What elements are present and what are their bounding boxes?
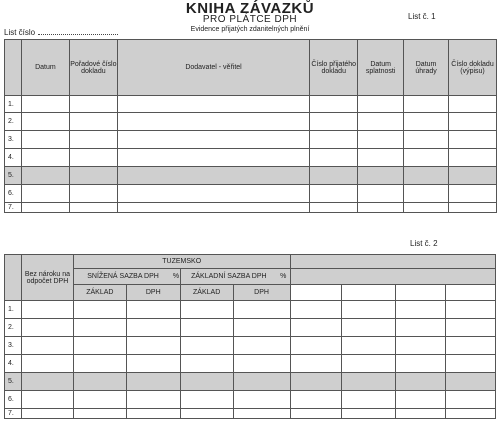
table-cell[interactable] (21, 96, 69, 113)
table-cell[interactable] (126, 373, 180, 391)
header-standard-rate: ZÁKLADNÍ SAZBA DPH (180, 269, 277, 285)
table-cell[interactable] (446, 409, 496, 419)
table-row (5, 301, 496, 319)
table-1 (4, 39, 497, 213)
table-cell[interactable] (449, 167, 497, 185)
table-cell[interactable] (233, 301, 290, 319)
row-number: 2. (5, 319, 22, 337)
table-cell[interactable] (342, 301, 396, 319)
row-number: 4. (5, 355, 22, 373)
table-cell[interactable] (233, 319, 290, 337)
table-cell[interactable] (180, 373, 233, 391)
table-cell[interactable] (310, 96, 358, 113)
row-number: 5. (5, 167, 22, 185)
header-standard-percent: % (277, 269, 290, 285)
table-cell[interactable] (290, 373, 342, 391)
table-cell[interactable] (117, 113, 309, 131)
table-cell[interactable] (358, 131, 404, 149)
row-number: 1. (5, 96, 22, 113)
table-cell[interactable] (21, 167, 69, 185)
table-cell[interactable] (358, 185, 404, 203)
table-cell[interactable] (180, 301, 233, 319)
sheet-2-label: List č. 2 (410, 239, 438, 248)
table-cell[interactable] (233, 373, 290, 391)
table-cell[interactable] (449, 113, 497, 131)
table-cell[interactable] (290, 409, 342, 419)
table-row (5, 391, 496, 409)
table-cell[interactable] (358, 149, 404, 167)
table-row (5, 337, 496, 355)
table-cell[interactable] (396, 301, 446, 319)
table-cell[interactable] (342, 355, 396, 373)
header-reduced-vat: DPH (126, 285, 180, 301)
header-blank (446, 285, 496, 301)
table-cell[interactable] (126, 301, 180, 319)
table-1-header (5, 40, 497, 96)
table-2-header-row-3 (5, 285, 496, 301)
table-cell[interactable] (404, 167, 449, 185)
table-row (5, 113, 497, 131)
header-domestic: TUZEMSKO (73, 255, 290, 269)
table-cell[interactable] (290, 391, 342, 409)
table-row (5, 319, 496, 337)
header-payment-date: Datum úhrady (404, 40, 449, 96)
table-cell[interactable] (117, 149, 309, 167)
header-reduced-percent: % (172, 269, 180, 285)
table-cell[interactable] (73, 319, 126, 337)
table-cell[interactable] (310, 185, 358, 203)
table-cell[interactable] (233, 391, 290, 409)
page-title: KNIHA ZÁVAZKŮ (185, 0, 315, 17)
table-cell[interactable] (126, 337, 180, 355)
table-cell[interactable] (69, 96, 117, 113)
table-cell[interactable] (117, 167, 309, 185)
row-number: 2. (5, 113, 22, 131)
table-cell[interactable] (126, 391, 180, 409)
table-cell[interactable] (73, 355, 126, 373)
table-cell[interactable] (358, 167, 404, 185)
table-cell[interactable] (21, 391, 73, 409)
header-doc-order-number: Pořadové číslo dokladu (69, 40, 117, 96)
table-row (5, 355, 496, 373)
header-received-doc-number: Číslo přijatého dokladu (310, 40, 358, 96)
header-blank (290, 285, 342, 301)
table-cell[interactable] (396, 319, 446, 337)
table-cell[interactable] (21, 301, 73, 319)
table-cell[interactable] (73, 373, 126, 391)
table-cell[interactable] (233, 337, 290, 355)
header-cell-empty (5, 255, 22, 301)
table-cell[interactable] (446, 301, 496, 319)
header-standard-base: ZÁKLAD (180, 285, 233, 301)
table-cell[interactable] (446, 373, 496, 391)
table-cell[interactable] (126, 319, 180, 337)
table-cell[interactable] (69, 113, 117, 131)
table-cell[interactable] (73, 409, 126, 419)
table-cell[interactable] (396, 409, 446, 419)
row-number: 7. (5, 203, 22, 213)
table-cell[interactable] (21, 185, 69, 203)
row-number: 4. (5, 149, 22, 167)
table-cell[interactable] (358, 96, 404, 113)
sheet-1-label: List č. 1 (408, 12, 436, 21)
table-cell[interactable] (290, 319, 342, 337)
table-cell[interactable] (117, 185, 309, 203)
row-number: 5. (5, 373, 22, 391)
table-cell[interactable] (117, 203, 309, 213)
header-date: Datum (21, 40, 69, 96)
table-cell[interactable] (21, 131, 69, 149)
table-cell[interactable] (126, 409, 180, 419)
table-cell[interactable] (180, 337, 233, 355)
table-cell[interactable] (117, 131, 309, 149)
table-cell[interactable] (342, 409, 396, 419)
table-cell[interactable] (310, 131, 358, 149)
table-cell[interactable] (21, 149, 69, 167)
table-cell[interactable] (449, 185, 497, 203)
table-cell[interactable] (180, 391, 233, 409)
table-cell[interactable] (396, 391, 446, 409)
table-cell[interactable] (449, 203, 497, 213)
table-cell[interactable] (396, 355, 446, 373)
sheet-number-label: List číslo (4, 28, 36, 37)
header-standard-vat: DPH (233, 285, 290, 301)
table-2-header-row-2 (5, 269, 496, 285)
table-row (5, 149, 497, 167)
table-cell[interactable] (69, 149, 117, 167)
table-cell[interactable] (342, 391, 396, 409)
page-description: Evidence přijatých zdanitelných plnění (190, 26, 310, 33)
table-row (5, 96, 497, 113)
table-cell[interactable] (396, 373, 446, 391)
table-cell[interactable] (21, 373, 73, 391)
table-cell[interactable] (310, 113, 358, 131)
table-cell[interactable] (117, 96, 309, 113)
header-blank (396, 285, 446, 301)
table-cell[interactable] (446, 319, 496, 337)
table-row (5, 167, 497, 185)
header-cell-empty (5, 40, 22, 96)
header-reduced-base: ZÁKLAD (73, 285, 126, 301)
table-cell[interactable] (446, 355, 496, 373)
table-cell[interactable] (449, 131, 497, 149)
table-cell[interactable] (342, 337, 396, 355)
table-cell[interactable] (310, 203, 358, 213)
table-cell[interactable] (21, 319, 73, 337)
table-cell[interactable] (449, 96, 497, 113)
table-cell[interactable] (404, 96, 449, 113)
row-number: 3. (5, 131, 22, 149)
table-cell[interactable] (180, 319, 233, 337)
header-reduced-rate: SNÍŽENÁ SAZBA DPH (73, 269, 172, 285)
header-extra-2 (290, 269, 496, 285)
row-number: 6. (5, 185, 22, 203)
table-cell[interactable] (69, 203, 117, 213)
table-cell[interactable] (180, 355, 233, 373)
table-row (5, 373, 496, 391)
table-cell[interactable] (69, 131, 117, 149)
table-cell[interactable] (449, 149, 497, 167)
table-cell[interactable] (404, 185, 449, 203)
table-row (5, 203, 497, 213)
header-extra (290, 255, 496, 269)
table-cell[interactable] (180, 409, 233, 419)
table-cell[interactable] (446, 337, 496, 355)
header-statement-number: Číslo dokladu (výpisu) (449, 40, 497, 96)
row-number: 6. (5, 391, 22, 409)
row-number: 1. (5, 301, 22, 319)
table-cell[interactable] (342, 319, 396, 337)
table-cell[interactable] (358, 113, 404, 131)
table-cell[interactable] (21, 355, 73, 373)
table-row (5, 185, 497, 203)
table-cell[interactable] (396, 337, 446, 355)
table-cell[interactable] (73, 301, 126, 319)
header-blank (342, 285, 396, 301)
table-cell[interactable] (310, 167, 358, 185)
table-2 (4, 254, 496, 419)
sheet-number-field[interactable] (4, 27, 118, 37)
table-cell[interactable] (342, 373, 396, 391)
table-cell[interactable] (73, 337, 126, 355)
table-cell[interactable] (404, 203, 449, 213)
table-cell[interactable] (21, 409, 73, 419)
table-cell[interactable] (404, 149, 449, 167)
table-cell[interactable] (310, 149, 358, 167)
header-supplier: Dodavatel - věřitel (117, 40, 309, 96)
table-row (5, 409, 496, 419)
table-cell[interactable] (404, 131, 449, 149)
table-cell[interactable] (126, 355, 180, 373)
table-cell[interactable] (404, 113, 449, 131)
table-cell[interactable] (233, 409, 290, 419)
table-row (5, 131, 497, 149)
table-cell[interactable] (233, 355, 290, 373)
table-cell[interactable] (21, 113, 69, 131)
table-2-header-row-1 (5, 255, 496, 269)
page-subtitle: PRO PLÁTCE DPH (202, 14, 298, 25)
table-cell[interactable] (21, 337, 73, 355)
table-cell[interactable] (358, 203, 404, 213)
row-number: 7. (5, 409, 22, 419)
table-cell[interactable] (290, 301, 342, 319)
sheet-number-line (38, 27, 118, 35)
table-cell[interactable] (21, 203, 69, 213)
table-cell[interactable] (73, 391, 126, 409)
table-cell[interactable] (290, 337, 342, 355)
table-cell[interactable] (446, 391, 496, 409)
table-cell[interactable] (69, 185, 117, 203)
header-no-deduction: Bez nároku na odpočet DPH (21, 255, 73, 301)
header-due-date: Datum splatnosti (358, 40, 404, 96)
row-number: 3. (5, 337, 22, 355)
table-cell[interactable] (69, 167, 117, 185)
table-cell[interactable] (290, 355, 342, 373)
